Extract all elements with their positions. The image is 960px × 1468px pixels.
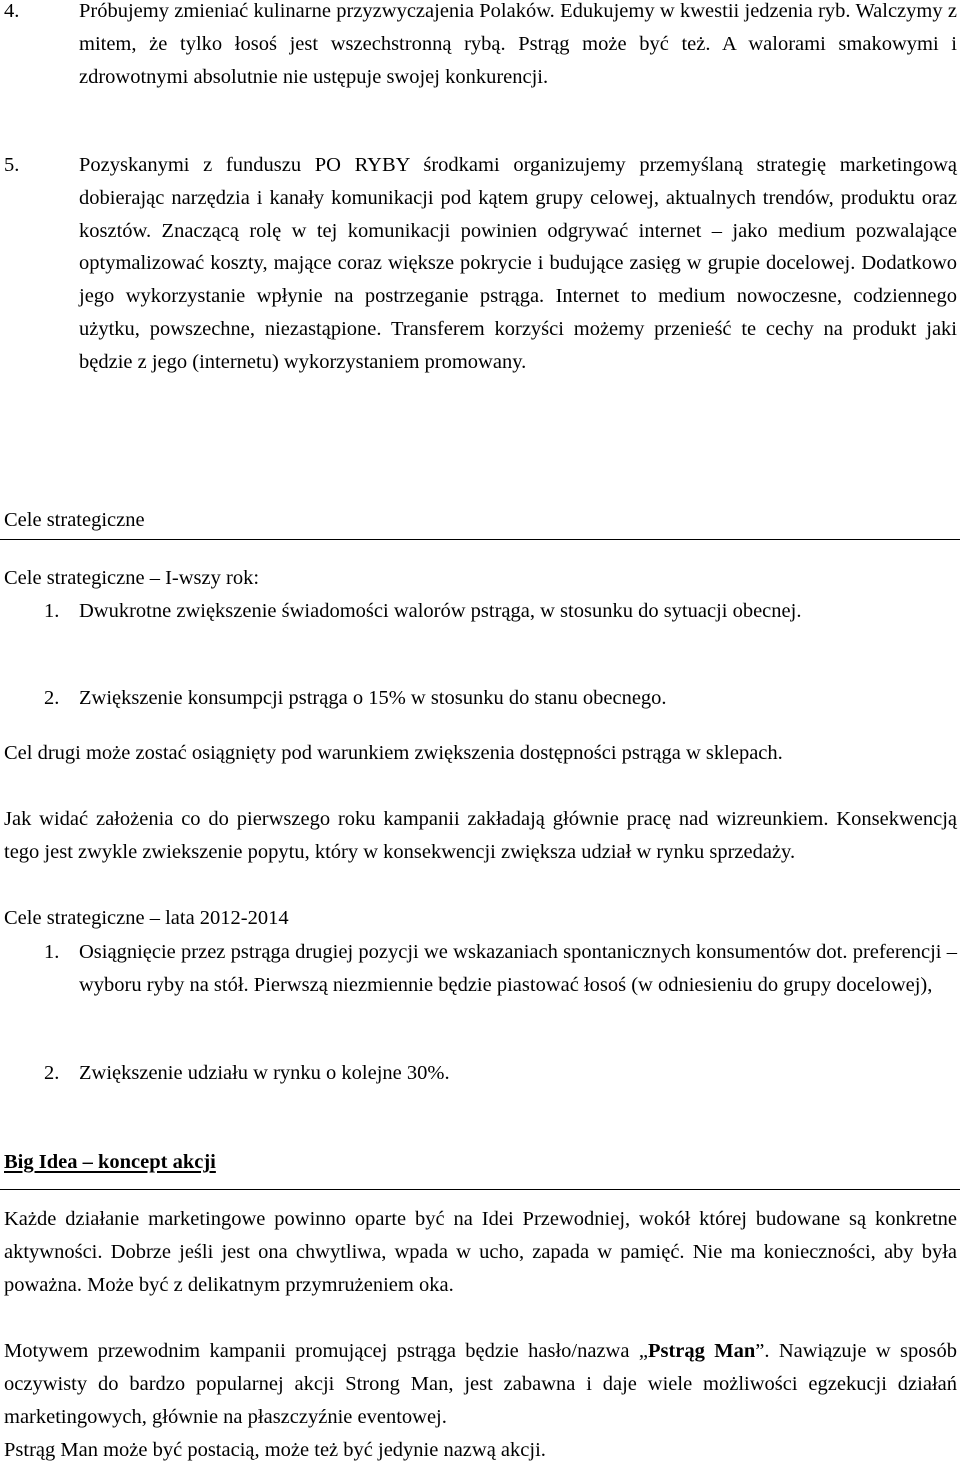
list-number: 1. [44,600,60,622]
list-number: 1. [44,941,60,963]
list-item-text: Zwiększenie udziału w rynku o kolejne 30%. [79,1062,450,1084]
list-number: 2. [44,687,60,709]
paragraph: Każde działanie marketingowe powinno oparte być na Idei Przewodniej, wokół której budowane są konkretne aktywności. Dobrze jeśli jest ona chwytliwa, wpada w ucho, zapada w pamięć. Nie ma konieczności, aby była poważna. Może być z delikatnym przymrużeniem oka. [4,1208,957,1296]
list-item [4,936,957,1002]
list-item [4,0,957,93]
paragraph: Jak widać założenia co do pierwszego roku kampanii zakładają głównie pracę nad wizreunkiem. Konsekwencją tego jest zwykle zwiekszenie popytu, który w konsekwencji zwiększa udział w rynku sprzedaży. [4,808,957,863]
paragraph: Cel drugi może zostać osiągnięty pod warunkiem zwiększenia dostępności pstrąga w sklepach. [4,742,783,764]
list-item [4,595,957,628]
paragraph-motto [4,1335,957,1433]
list-item-text: Dwukrotne zwiększenie świadomości walorów pstrąga, w stosunku do sytuacji obecnej. [79,600,802,622]
section-heading-text: Cele strategiczne [4,509,145,531]
list-number: 2. [44,1062,60,1084]
years-label: Cele strategiczne – lata 2012-2014 [4,907,289,929]
list-item-text: Osiągnięcie przez pstrąga drugiej pozycji we wskazaniach spontanicznych konsumentów dot. preferencji – wyboru ryby na stół. Pierwszą niezmiennie będzie piastować łosoś (w odniesieniu do grupy docelowej), [79,941,957,996]
paragraph-text: Motywem przewodnim kampanii promującej pstrąga będzie hasło/nazwa „ [4,1340,648,1362]
campaign-name: Pstrąg Man [647,1340,756,1362]
section-heading-bigidea [4,1146,216,1179]
list-item [4,682,957,715]
list-item [4,1057,957,1090]
list-item-text: Pozyskanymi z funduszu PO RYBY środkami organizujemy przemyślaną strategię marketingową dobierając narzędzia i kanały komunikacji pod kątem grupy celowej, aktualnych trendów, produktu oraz kosztów. Znaczącą rolę w tej komunikacji powinien odgrywać internet – jako medium pozwalające optymalizować koszty, mające coraz większe pokrycie i budujące zasięg w grupie docelowej. Dodatkowo jego wykorzystanie wpłynie na postrzeganie pstrąga. Internet to medium nowoczesne, codziennego użytku, powszechne, niezastąpione. Transferem korzyści możemy przenieść te cechy na produkt jaki będzie z jego (internetu) wykorzystaniem promowany. [79,154,957,373]
section-divider [0,1189,960,1190]
paragraph: Pstrąg Man może być postacią, może też być jedynie nazwą akcji. [4,1439,546,1461]
list-number: 4. [4,0,20,22]
section-divider [0,539,960,540]
section-heading-text: Big Idea – koncept akcji [4,1151,216,1173]
paragraph-text: ”. Nawiązuje w sposób oczywisty do bardzo popularnej akcji Strong Man, jest zabawna i daje wiele możliwości egzekucji działań marketingowych, głównie na płaszczyźnie eventowej. [4,1340,957,1428]
list-number: 5. [4,154,20,176]
section-heading-cele [4,504,145,537]
year1-label: Cele strategiczne – I-wszy rok: [4,567,260,589]
list-item-text: Próbujemy zmieniać kulinarne przyzwyczajenia Polaków. Edukujemy w kwestii jedzenia ryb. Walczymy z mitem, że tylko łosoś jest wszechstronną rybą. Pstrąg może być też. A walorami smakowymi i zdrowotnymi absolutnie nie ustępuje swojej konkurencji. [79,0,957,88]
list-item-text: Zwiększenie konsumpcji pstrąga o 15% w stosunku do stanu obecnego. [79,687,667,709]
list-item [4,149,957,379]
